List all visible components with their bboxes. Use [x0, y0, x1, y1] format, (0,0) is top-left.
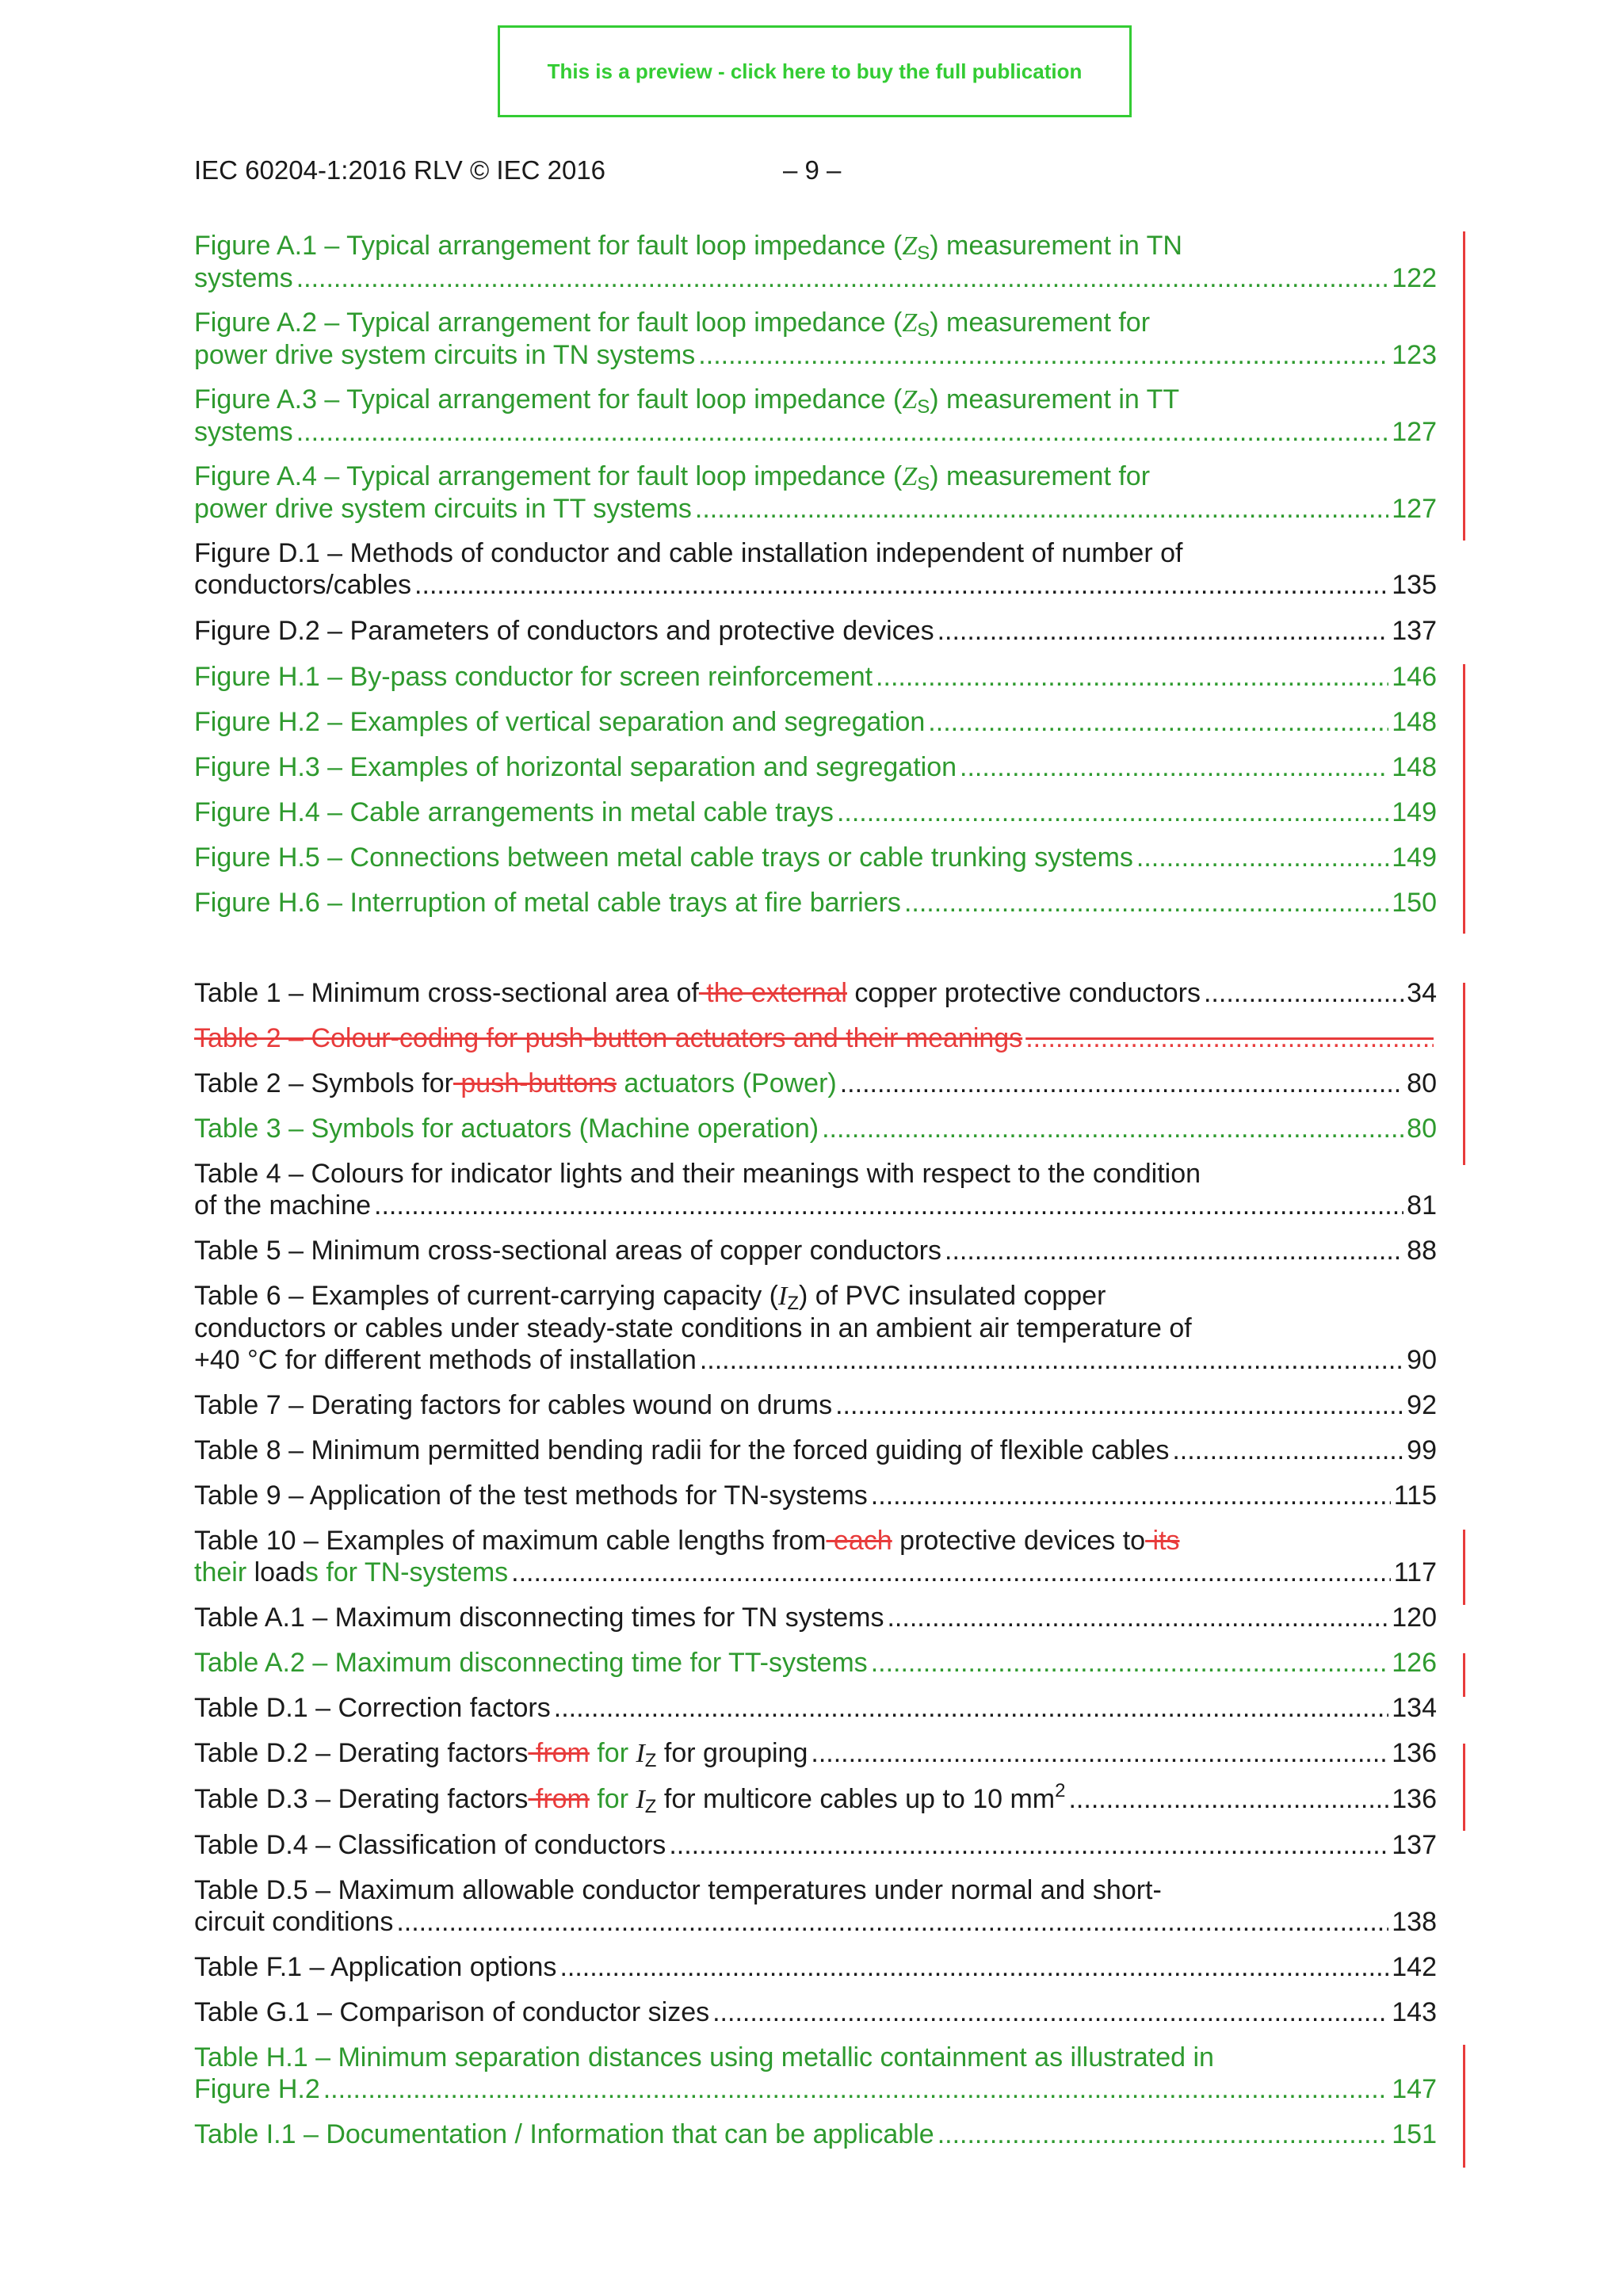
toc-entry-figure-h3[interactable]: Figure H.3 – Examples of horizontal separation and segregation ..... 148 — [194, 751, 1437, 783]
toc-entry-table-a2[interactable]: Table A.2 – Maximum disconnecting time for TT-systems ..... 126 — [194, 1647, 1437, 1679]
toc-entry-table-4[interactable]: Table 4 – Colours for indicator lights and their meanings with respect to the condition of the machine ..... 81 — [194, 1158, 1437, 1221]
toc-entry-figure-d1[interactable]: Figure D.1 – Methods of conductor and cable installation independent of number of conductors/cables ..... 135 — [194, 537, 1437, 601]
buy-publication-banner[interactable]: This is a preview - click here to buy the full publication — [498, 25, 1132, 117]
document-header-id: IEC 60204-1:2016 RLV © IEC 2016 — [194, 155, 606, 185]
toc-entry-table-a1[interactable]: Table A.1 – Maximum disconnecting times for TN systems ..... 120 — [194, 1602, 1437, 1633]
toc-entry-figure-h2[interactable]: Figure H.2 – Examples of vertical separation and segregation ..... 148 — [194, 706, 1437, 738]
change-bar — [1463, 664, 1465, 934]
toc-entry-table-3[interactable]: Table 3 – Symbols for actuators (Machine operation) ..... 80 — [194, 1113, 1437, 1144]
toc-entry-table-8[interactable]: Table 8 – Minimum permitted bending radii for the forced guiding of flexible cables ..... 99 — [194, 1435, 1437, 1466]
toc-entry-table-2[interactable]: Table 2 – Symbols for push-buttons actuators (Power) ..... 80 — [194, 1068, 1437, 1099]
toc-entry-table-d1[interactable]: Table D.1 – Correction factors ..... 134 — [194, 1692, 1437, 1724]
toc-entry-table-6[interactable]: Table 6 – Examples of current-carrying capacity $(I_Z)$ of PVC insulated copper conductors or cables under steady-state conditions in an ambient air temperature of +40 °C for different methods of installation ..... 90 — [194, 1280, 1437, 1376]
toc-entry-figure-a4[interactable]: Figure A.4 – Typical arrangement for fault loop impedance $(Z_S)$ measurement for power drive system circuits in TT systems ..... 127 — [194, 460, 1437, 525]
toc-entry-figure-h6[interactable]: Figure H.6 – Interruption of metal cable trays at fire barriers ..... 150 — [194, 887, 1437, 919]
toc-entry-figure-a2[interactable]: Figure A.2 – Typical arrangement for fault loop impedance $(Z_S)$ measurement for power drive system circuits in TN systems ..... 123 — [194, 307, 1437, 371]
toc-entry-figure-h4[interactable]: Figure H.4 – Cable arrangements in metal cable trays ..... 149 — [194, 797, 1437, 828]
page-number: – 9 – — [783, 155, 842, 185]
toc-entry-table-h1[interactable]: Table H.1 – Minimum separation distances using metallic containment as illustrated in Figure H.2 ..... 147 — [194, 2042, 1437, 2105]
toc-entry-table-d5[interactable]: Table D.5 – Maximum allowable conductor temperatures under normal and short- circuit conditions ..... 138 — [194, 1874, 1437, 1938]
toc-entry-table-9[interactable]: Table 9 – Application of the test methods for TN-systems ..... 115 — [194, 1480, 1437, 1511]
change-bar — [1463, 231, 1465, 541]
toc-entry-table-10[interactable]: Table 10 – Examples of maximum cable lengths from each protective devices to its their loads for TN-systems ..... 117 — [194, 1525, 1437, 1588]
toc-entry-table-7[interactable]: Table 7 – Derating factors for cables wound on drums ..... 92 — [194, 1389, 1437, 1421]
toc-entry-table-d2[interactable]: Table D.2 – Derating factors from for $I_Z$ for grouping ..... 136 — [194, 1737, 1437, 1770]
toc-entry-table-g1[interactable]: Table G.1 – Comparison of conductor sizes ..... 143 — [194, 1996, 1437, 2028]
change-bar — [1463, 1530, 1465, 1605]
table-of-contents — [194, 230, 1437, 2150]
toc-entry-figure-h1[interactable]: Figure H.1 – By-pass conductor for screen reinforcement ..... 146 — [194, 661, 1437, 693]
toc-entry-table-2-deleted[interactable]: Table 2 – Colour-coding for push-button actuators and their meanings ..... — [194, 1022, 1437, 1054]
toc-entry-figure-a3[interactable]: Figure A.3 – Typical arrangement for fault loop impedance $(Z_S)$ measurement in TT systems ..... 127 — [194, 384, 1437, 448]
toc-entry-table-d3[interactable]: Table D.3 – Derating factors from for $I_Z$ for multicore cables up to 10 $mm^2$ ..... 136 — [194, 1783, 1437, 1816]
toc-entry-figure-h5[interactable]: Figure H.5 – Connections between metal cable trays or cable trunking systems ..... 149 — [194, 842, 1437, 873]
toc-entry-table-i1[interactable]: Table I.1 – Documentation / Information that can be applicable ..... 151 — [194, 2118, 1437, 2150]
change-bar — [1463, 1653, 1465, 1697]
toc-entry-figure-a1[interactable]: Figure A.1 – Typical arrangement for fault loop impedance $(Z_S)$ measurement in TN systems ..... 122 — [194, 230, 1437, 294]
toc-entry-table-f1[interactable]: Table F.1 – Application options ..... 142 — [194, 1951, 1437, 1983]
toc-entry-table-1[interactable]: Table 1 – Minimum cross-sectional area of the external copper protective conductors ..... 34 — [194, 977, 1437, 1009]
change-bar — [1463, 983, 1465, 1165]
toc-entry-table-d4[interactable]: Table D.4 – Classification of conductors ..... 137 — [194, 1829, 1437, 1861]
change-bar — [1463, 2045, 1465, 2168]
toc-entry-table-5[interactable]: Table 5 – Minimum cross-sectional areas of copper conductors ..... 88 — [194, 1235, 1437, 1266]
change-bar — [1463, 1744, 1465, 1831]
toc-entry-figure-d2[interactable]: Figure D.2 – Parameters of conductors and protective devices ..... 137 — [194, 615, 1437, 647]
